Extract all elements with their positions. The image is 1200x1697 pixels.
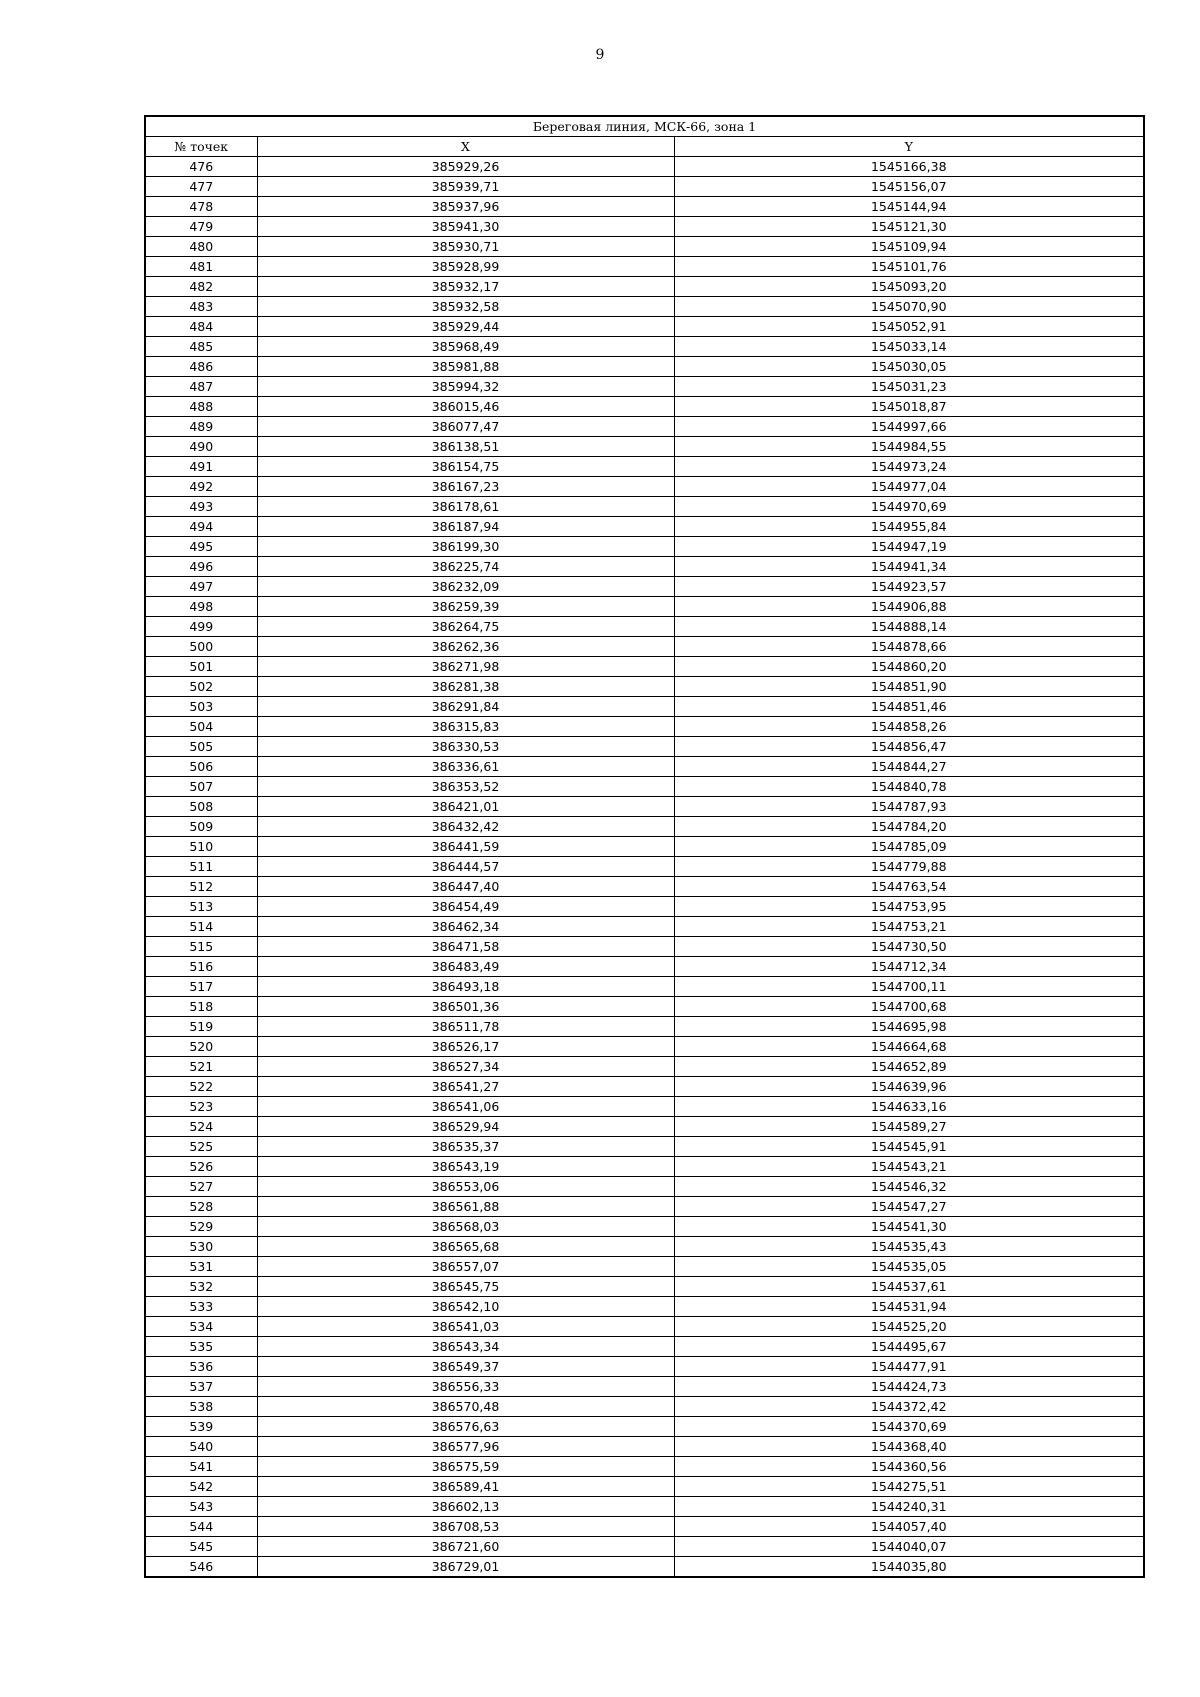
table-row — [145, 1157, 1144, 1177]
table-row — [145, 1537, 1144, 1557]
table-row — [145, 877, 1144, 897]
point-number-cell: 496 — [145, 557, 257, 577]
point-number-cell: 487 — [145, 377, 257, 397]
y-coordinate-cell: 1544535,05 — [674, 1257, 1144, 1277]
x-coordinate-cell: 386444,57 — [257, 857, 674, 877]
table-row — [145, 197, 1144, 217]
point-number-cell: 534 — [145, 1317, 257, 1337]
x-coordinate-cell: 386015,46 — [257, 397, 674, 417]
table-row — [145, 1437, 1144, 1457]
x-coordinate-cell: 386541,03 — [257, 1317, 674, 1337]
x-coordinate-cell: 386315,83 — [257, 717, 674, 737]
table-row — [145, 1177, 1144, 1197]
x-coordinate-cell: 386271,98 — [257, 657, 674, 677]
y-coordinate-cell: 1544970,69 — [674, 497, 1144, 517]
point-number-cell: 522 — [145, 1077, 257, 1097]
table-row — [145, 1117, 1144, 1137]
y-coordinate-cell: 1544844,27 — [674, 757, 1144, 777]
table-row — [145, 1097, 1144, 1117]
y-coordinate-cell: 1544947,19 — [674, 537, 1144, 557]
table-row — [145, 1557, 1144, 1578]
y-coordinate-cell: 1544785,09 — [674, 837, 1144, 857]
table-row — [145, 1237, 1144, 1257]
x-coordinate-cell: 386511,78 — [257, 1017, 674, 1037]
point-number-cell: 520 — [145, 1037, 257, 1057]
table-row — [145, 757, 1144, 777]
coordinates-table — [144, 115, 1145, 1578]
point-number-cell: 498 — [145, 597, 257, 617]
table-row — [145, 957, 1144, 977]
point-number-cell: 532 — [145, 1277, 257, 1297]
y-coordinate-cell: 1544370,69 — [674, 1417, 1144, 1437]
y-coordinate-cell: 1544984,55 — [674, 437, 1144, 457]
table-row — [145, 457, 1144, 477]
point-number-cell: 477 — [145, 177, 257, 197]
y-coordinate-cell: 1544955,84 — [674, 517, 1144, 537]
x-coordinate-cell: 385941,30 — [257, 217, 674, 237]
table-row — [145, 257, 1144, 277]
point-number-cell: 518 — [145, 997, 257, 1017]
x-coordinate-cell: 386568,03 — [257, 1217, 674, 1237]
point-number-cell: 502 — [145, 677, 257, 697]
y-coordinate-cell: 1545101,76 — [674, 257, 1144, 277]
table-row — [145, 317, 1144, 337]
y-coordinate-cell: 1545121,30 — [674, 217, 1144, 237]
point-number-cell: 530 — [145, 1237, 257, 1257]
table-row — [145, 1317, 1144, 1337]
point-number-cell: 506 — [145, 757, 257, 777]
x-coordinate-cell: 386543,34 — [257, 1337, 674, 1357]
x-coordinate-cell: 386454,49 — [257, 897, 674, 917]
point-number-cell: 483 — [145, 297, 257, 317]
y-coordinate-cell: 1545093,20 — [674, 277, 1144, 297]
point-number-cell: 525 — [145, 1137, 257, 1157]
x-coordinate-cell: 386447,40 — [257, 877, 674, 897]
point-number-cell: 531 — [145, 1257, 257, 1277]
x-coordinate-cell: 385930,71 — [257, 237, 674, 257]
table-row — [145, 817, 1144, 837]
point-number-cell: 508 — [145, 797, 257, 817]
point-number-cell: 521 — [145, 1057, 257, 1077]
point-number-cell: 499 — [145, 617, 257, 637]
point-number-cell: 541 — [145, 1457, 257, 1477]
table-row — [145, 1197, 1144, 1217]
y-coordinate-cell: 1544695,98 — [674, 1017, 1144, 1037]
x-coordinate-cell: 386462,34 — [257, 917, 674, 937]
y-coordinate-cell: 1545018,87 — [674, 397, 1144, 417]
point-number-cell: 542 — [145, 1477, 257, 1497]
point-number-cell: 489 — [145, 417, 257, 437]
x-coordinate-cell: 386542,10 — [257, 1297, 674, 1317]
y-coordinate-cell: 1544477,91 — [674, 1357, 1144, 1377]
point-number-cell: 485 — [145, 337, 257, 357]
y-coordinate-cell: 1545030,05 — [674, 357, 1144, 377]
point-number-cell: 524 — [145, 1117, 257, 1137]
table-row — [145, 937, 1144, 957]
y-coordinate-cell: 1544730,50 — [674, 937, 1144, 957]
table-row — [145, 837, 1144, 857]
x-coordinate-cell: 385939,71 — [257, 177, 674, 197]
table-row — [145, 377, 1144, 397]
table-row — [145, 1137, 1144, 1157]
point-number-cell: 493 — [145, 497, 257, 517]
x-coordinate-cell: 386291,84 — [257, 697, 674, 717]
x-coordinate-cell: 386589,41 — [257, 1477, 674, 1497]
page-number: 9 — [595, 47, 605, 63]
y-coordinate-cell: 1544652,89 — [674, 1057, 1144, 1077]
x-coordinate-cell: 386577,96 — [257, 1437, 674, 1457]
x-coordinate-cell: 386187,94 — [257, 517, 674, 537]
y-coordinate-cell: 1545033,14 — [674, 337, 1144, 357]
point-number-cell: 503 — [145, 697, 257, 717]
y-coordinate-cell: 1544973,24 — [674, 457, 1144, 477]
y-coordinate-cell: 1544368,40 — [674, 1437, 1144, 1457]
point-number-cell: 497 — [145, 577, 257, 597]
column-header-y: Y — [674, 137, 1144, 157]
x-coordinate-cell: 386541,06 — [257, 1097, 674, 1117]
y-coordinate-cell: 1544712,34 — [674, 957, 1144, 977]
table-row — [145, 617, 1144, 637]
x-coordinate-cell: 386729,01 — [257, 1557, 674, 1578]
table-row — [145, 997, 1144, 1017]
point-number-cell: 529 — [145, 1217, 257, 1237]
y-coordinate-cell: 1544753,95 — [674, 897, 1144, 917]
point-number-cell: 533 — [145, 1297, 257, 1317]
x-coordinate-cell: 386541,27 — [257, 1077, 674, 1097]
point-number-cell: 546 — [145, 1557, 257, 1578]
point-number-cell: 528 — [145, 1197, 257, 1217]
table-title-row — [145, 116, 1144, 137]
y-coordinate-cell: 1544753,21 — [674, 917, 1144, 937]
x-coordinate-cell: 385937,96 — [257, 197, 674, 217]
x-coordinate-cell: 386543,19 — [257, 1157, 674, 1177]
y-coordinate-cell: 1544372,42 — [674, 1397, 1144, 1417]
table-row — [145, 717, 1144, 737]
x-coordinate-cell: 385932,58 — [257, 297, 674, 317]
point-number-cell: 480 — [145, 237, 257, 257]
point-number-cell: 492 — [145, 477, 257, 497]
table-row — [145, 597, 1144, 617]
table-row — [145, 157, 1144, 177]
x-coordinate-cell: 385929,26 — [257, 157, 674, 177]
x-coordinate-cell: 386549,37 — [257, 1357, 674, 1377]
x-coordinate-cell: 386483,49 — [257, 957, 674, 977]
x-coordinate-cell: 386336,61 — [257, 757, 674, 777]
table-row — [145, 497, 1144, 517]
point-number-cell: 512 — [145, 877, 257, 897]
x-coordinate-cell: 385928,99 — [257, 257, 674, 277]
point-number-cell: 504 — [145, 717, 257, 737]
y-coordinate-cell: 1544547,27 — [674, 1197, 1144, 1217]
table-row — [145, 1357, 1144, 1377]
table-row — [145, 1457, 1144, 1477]
x-coordinate-cell: 386353,52 — [257, 777, 674, 797]
table-row — [145, 237, 1144, 257]
y-coordinate-cell: 1544700,68 — [674, 997, 1144, 1017]
y-coordinate-cell: 1544639,96 — [674, 1077, 1144, 1097]
table-row — [145, 777, 1144, 797]
point-number-cell: 544 — [145, 1517, 257, 1537]
point-number-cell: 476 — [145, 157, 257, 177]
table-row — [145, 637, 1144, 657]
x-coordinate-cell: 386432,42 — [257, 817, 674, 837]
y-coordinate-cell: 1544057,40 — [674, 1517, 1144, 1537]
y-coordinate-cell: 1544664,68 — [674, 1037, 1144, 1057]
table-row — [145, 1337, 1144, 1357]
table-row — [145, 217, 1144, 237]
point-number-cell: 494 — [145, 517, 257, 537]
table-row — [145, 1377, 1144, 1397]
point-number-cell: 519 — [145, 1017, 257, 1037]
x-coordinate-cell: 385929,44 — [257, 317, 674, 337]
x-coordinate-cell: 385968,49 — [257, 337, 674, 357]
x-coordinate-cell: 386493,18 — [257, 977, 674, 997]
x-coordinate-cell: 386561,88 — [257, 1197, 674, 1217]
table-row — [145, 397, 1144, 417]
y-coordinate-cell: 1544537,61 — [674, 1277, 1144, 1297]
table-row — [145, 1057, 1144, 1077]
x-coordinate-cell: 386565,68 — [257, 1237, 674, 1257]
table-row — [145, 537, 1144, 557]
y-coordinate-cell: 1544851,90 — [674, 677, 1144, 697]
point-number-cell: 479 — [145, 217, 257, 237]
point-number-cell: 495 — [145, 537, 257, 557]
point-number-cell: 507 — [145, 777, 257, 797]
x-coordinate-cell: 386576,63 — [257, 1417, 674, 1437]
table-row — [145, 697, 1144, 717]
point-number-cell: 491 — [145, 457, 257, 477]
table-row — [145, 557, 1144, 577]
point-number-cell: 478 — [145, 197, 257, 217]
y-coordinate-cell: 1544240,31 — [674, 1497, 1144, 1517]
table-row — [145, 977, 1144, 997]
point-number-cell: 510 — [145, 837, 257, 857]
y-coordinate-cell: 1544495,67 — [674, 1337, 1144, 1357]
x-coordinate-cell: 386178,61 — [257, 497, 674, 517]
x-coordinate-cell: 386471,58 — [257, 937, 674, 957]
table-row — [145, 437, 1144, 457]
x-coordinate-cell: 386262,36 — [257, 637, 674, 657]
x-coordinate-cell: 385981,88 — [257, 357, 674, 377]
table-row — [145, 897, 1144, 917]
point-number-cell: 488 — [145, 397, 257, 417]
x-coordinate-cell: 386557,07 — [257, 1257, 674, 1277]
table-row — [145, 1217, 1144, 1237]
y-coordinate-cell: 1544779,88 — [674, 857, 1144, 877]
y-coordinate-cell: 1544525,20 — [674, 1317, 1144, 1337]
x-coordinate-cell: 386545,75 — [257, 1277, 674, 1297]
x-coordinate-cell: 386441,59 — [257, 837, 674, 857]
table-row — [145, 1517, 1144, 1537]
point-number-cell: 516 — [145, 957, 257, 977]
y-coordinate-cell: 1544941,34 — [674, 557, 1144, 577]
point-number-cell: 509 — [145, 817, 257, 837]
table-row — [145, 1037, 1144, 1057]
table-row — [145, 477, 1144, 497]
point-number-cell: 526 — [145, 1157, 257, 1177]
table-row — [145, 1077, 1144, 1097]
y-coordinate-cell: 1545166,38 — [674, 157, 1144, 177]
point-number-cell: 543 — [145, 1497, 257, 1517]
x-coordinate-cell: 386154,75 — [257, 457, 674, 477]
point-number-cell: 539 — [145, 1417, 257, 1437]
x-coordinate-cell: 385932,17 — [257, 277, 674, 297]
point-number-cell: 515 — [145, 937, 257, 957]
point-number-cell: 500 — [145, 637, 257, 657]
y-coordinate-cell: 1544633,16 — [674, 1097, 1144, 1117]
point-number-cell: 482 — [145, 277, 257, 297]
y-coordinate-cell: 1544535,43 — [674, 1237, 1144, 1257]
table-row — [145, 1417, 1144, 1437]
table-row — [145, 417, 1144, 437]
point-number-cell: 514 — [145, 917, 257, 937]
x-coordinate-cell: 386535,37 — [257, 1137, 674, 1157]
y-coordinate-cell: 1544787,93 — [674, 797, 1144, 817]
point-number-cell: 545 — [145, 1537, 257, 1557]
y-coordinate-cell: 1544888,14 — [674, 617, 1144, 637]
x-coordinate-cell: 386421,01 — [257, 797, 674, 817]
point-number-cell: 536 — [145, 1357, 257, 1377]
y-coordinate-cell: 1544763,54 — [674, 877, 1144, 897]
table-row — [145, 297, 1144, 317]
table-row — [145, 337, 1144, 357]
x-coordinate-cell: 386556,33 — [257, 1377, 674, 1397]
point-number-cell: 511 — [145, 857, 257, 877]
y-coordinate-cell: 1545156,07 — [674, 177, 1144, 197]
point-number-cell: 517 — [145, 977, 257, 997]
column-header-x: X — [257, 137, 674, 157]
x-coordinate-cell: 386138,51 — [257, 437, 674, 457]
y-coordinate-cell: 1544589,27 — [674, 1117, 1144, 1137]
point-number-cell: 481 — [145, 257, 257, 277]
x-coordinate-cell: 386259,39 — [257, 597, 674, 617]
y-coordinate-cell: 1544531,94 — [674, 1297, 1144, 1317]
y-coordinate-cell: 1545031,23 — [674, 377, 1144, 397]
table-row — [145, 517, 1144, 537]
x-coordinate-cell: 386077,47 — [257, 417, 674, 437]
x-coordinate-cell: 386526,17 — [257, 1037, 674, 1057]
table-row — [145, 1017, 1144, 1037]
y-coordinate-cell: 1544035,80 — [674, 1557, 1144, 1578]
point-number-cell: 523 — [145, 1097, 257, 1117]
point-number-cell: 527 — [145, 1177, 257, 1197]
y-coordinate-cell: 1545109,94 — [674, 237, 1144, 257]
y-coordinate-cell: 1544923,57 — [674, 577, 1144, 597]
y-coordinate-cell: 1544840,78 — [674, 777, 1144, 797]
point-number-cell: 535 — [145, 1337, 257, 1357]
table-row — [145, 917, 1144, 937]
y-coordinate-cell: 1544541,30 — [674, 1217, 1144, 1237]
point-number-cell: 490 — [145, 437, 257, 457]
x-coordinate-cell: 386529,94 — [257, 1117, 674, 1137]
y-coordinate-cell: 1544784,20 — [674, 817, 1144, 837]
x-coordinate-cell: 385994,32 — [257, 377, 674, 397]
x-coordinate-cell: 386553,06 — [257, 1177, 674, 1197]
point-number-cell: 537 — [145, 1377, 257, 1397]
x-coordinate-cell: 386721,60 — [257, 1537, 674, 1557]
table-row — [145, 857, 1144, 877]
table-row — [145, 657, 1144, 677]
table-row — [145, 577, 1144, 597]
x-coordinate-cell: 386708,53 — [257, 1517, 674, 1537]
x-coordinate-cell: 386575,59 — [257, 1457, 674, 1477]
y-coordinate-cell: 1544545,91 — [674, 1137, 1144, 1157]
point-number-cell: 501 — [145, 657, 257, 677]
table-row — [145, 1277, 1144, 1297]
y-coordinate-cell: 1544858,26 — [674, 717, 1144, 737]
x-coordinate-cell: 386199,30 — [257, 537, 674, 557]
y-coordinate-cell: 1544424,73 — [674, 1377, 1144, 1397]
point-number-cell: 484 — [145, 317, 257, 337]
table-row — [145, 1397, 1144, 1417]
table-row — [145, 797, 1144, 817]
table-row — [145, 677, 1144, 697]
y-coordinate-cell: 1544360,56 — [674, 1457, 1144, 1477]
y-coordinate-cell: 1544997,66 — [674, 417, 1144, 437]
y-coordinate-cell: 1544546,32 — [674, 1177, 1144, 1197]
x-coordinate-cell: 386225,74 — [257, 557, 674, 577]
y-coordinate-cell: 1544543,21 — [674, 1157, 1144, 1177]
y-coordinate-cell: 1545070,90 — [674, 297, 1144, 317]
table-row — [145, 737, 1144, 757]
column-header-point: № точек — [145, 137, 257, 157]
y-coordinate-cell: 1544700,11 — [674, 977, 1144, 997]
x-coordinate-cell: 386330,53 — [257, 737, 674, 757]
point-number-cell: 540 — [145, 1437, 257, 1457]
x-coordinate-cell: 386527,34 — [257, 1057, 674, 1077]
point-number-cell: 486 — [145, 357, 257, 377]
y-coordinate-cell: 1544878,66 — [674, 637, 1144, 657]
table-header-row — [145, 137, 1144, 157]
table-row — [145, 1257, 1144, 1277]
x-coordinate-cell: 386602,13 — [257, 1497, 674, 1517]
x-coordinate-cell: 386281,38 — [257, 677, 674, 697]
table-body — [145, 157, 1144, 1578]
y-coordinate-cell: 1544851,46 — [674, 697, 1144, 717]
table-row — [145, 177, 1144, 197]
point-number-cell: 538 — [145, 1397, 257, 1417]
y-coordinate-cell: 1544040,07 — [674, 1537, 1144, 1557]
x-coordinate-cell: 386167,23 — [257, 477, 674, 497]
table-title: Береговая линия, МСК-66, зона 1 — [145, 116, 1144, 137]
table-row — [145, 277, 1144, 297]
point-number-cell: 513 — [145, 897, 257, 917]
y-coordinate-cell: 1544275,51 — [674, 1477, 1144, 1497]
table-row — [145, 1497, 1144, 1517]
y-coordinate-cell: 1545144,94 — [674, 197, 1144, 217]
table-row — [145, 1477, 1144, 1497]
y-coordinate-cell: 1545052,91 — [674, 317, 1144, 337]
x-coordinate-cell: 386570,48 — [257, 1397, 674, 1417]
y-coordinate-cell: 1544906,88 — [674, 597, 1144, 617]
table-row — [145, 357, 1144, 377]
x-coordinate-cell: 386264,75 — [257, 617, 674, 637]
x-coordinate-cell: 386501,36 — [257, 997, 674, 1017]
table-row — [145, 1297, 1144, 1317]
y-coordinate-cell: 1544977,04 — [674, 477, 1144, 497]
y-coordinate-cell: 1544860,20 — [674, 657, 1144, 677]
point-number-cell: 505 — [145, 737, 257, 757]
y-coordinate-cell: 1544856,47 — [674, 737, 1144, 757]
x-coordinate-cell: 386232,09 — [257, 577, 674, 597]
